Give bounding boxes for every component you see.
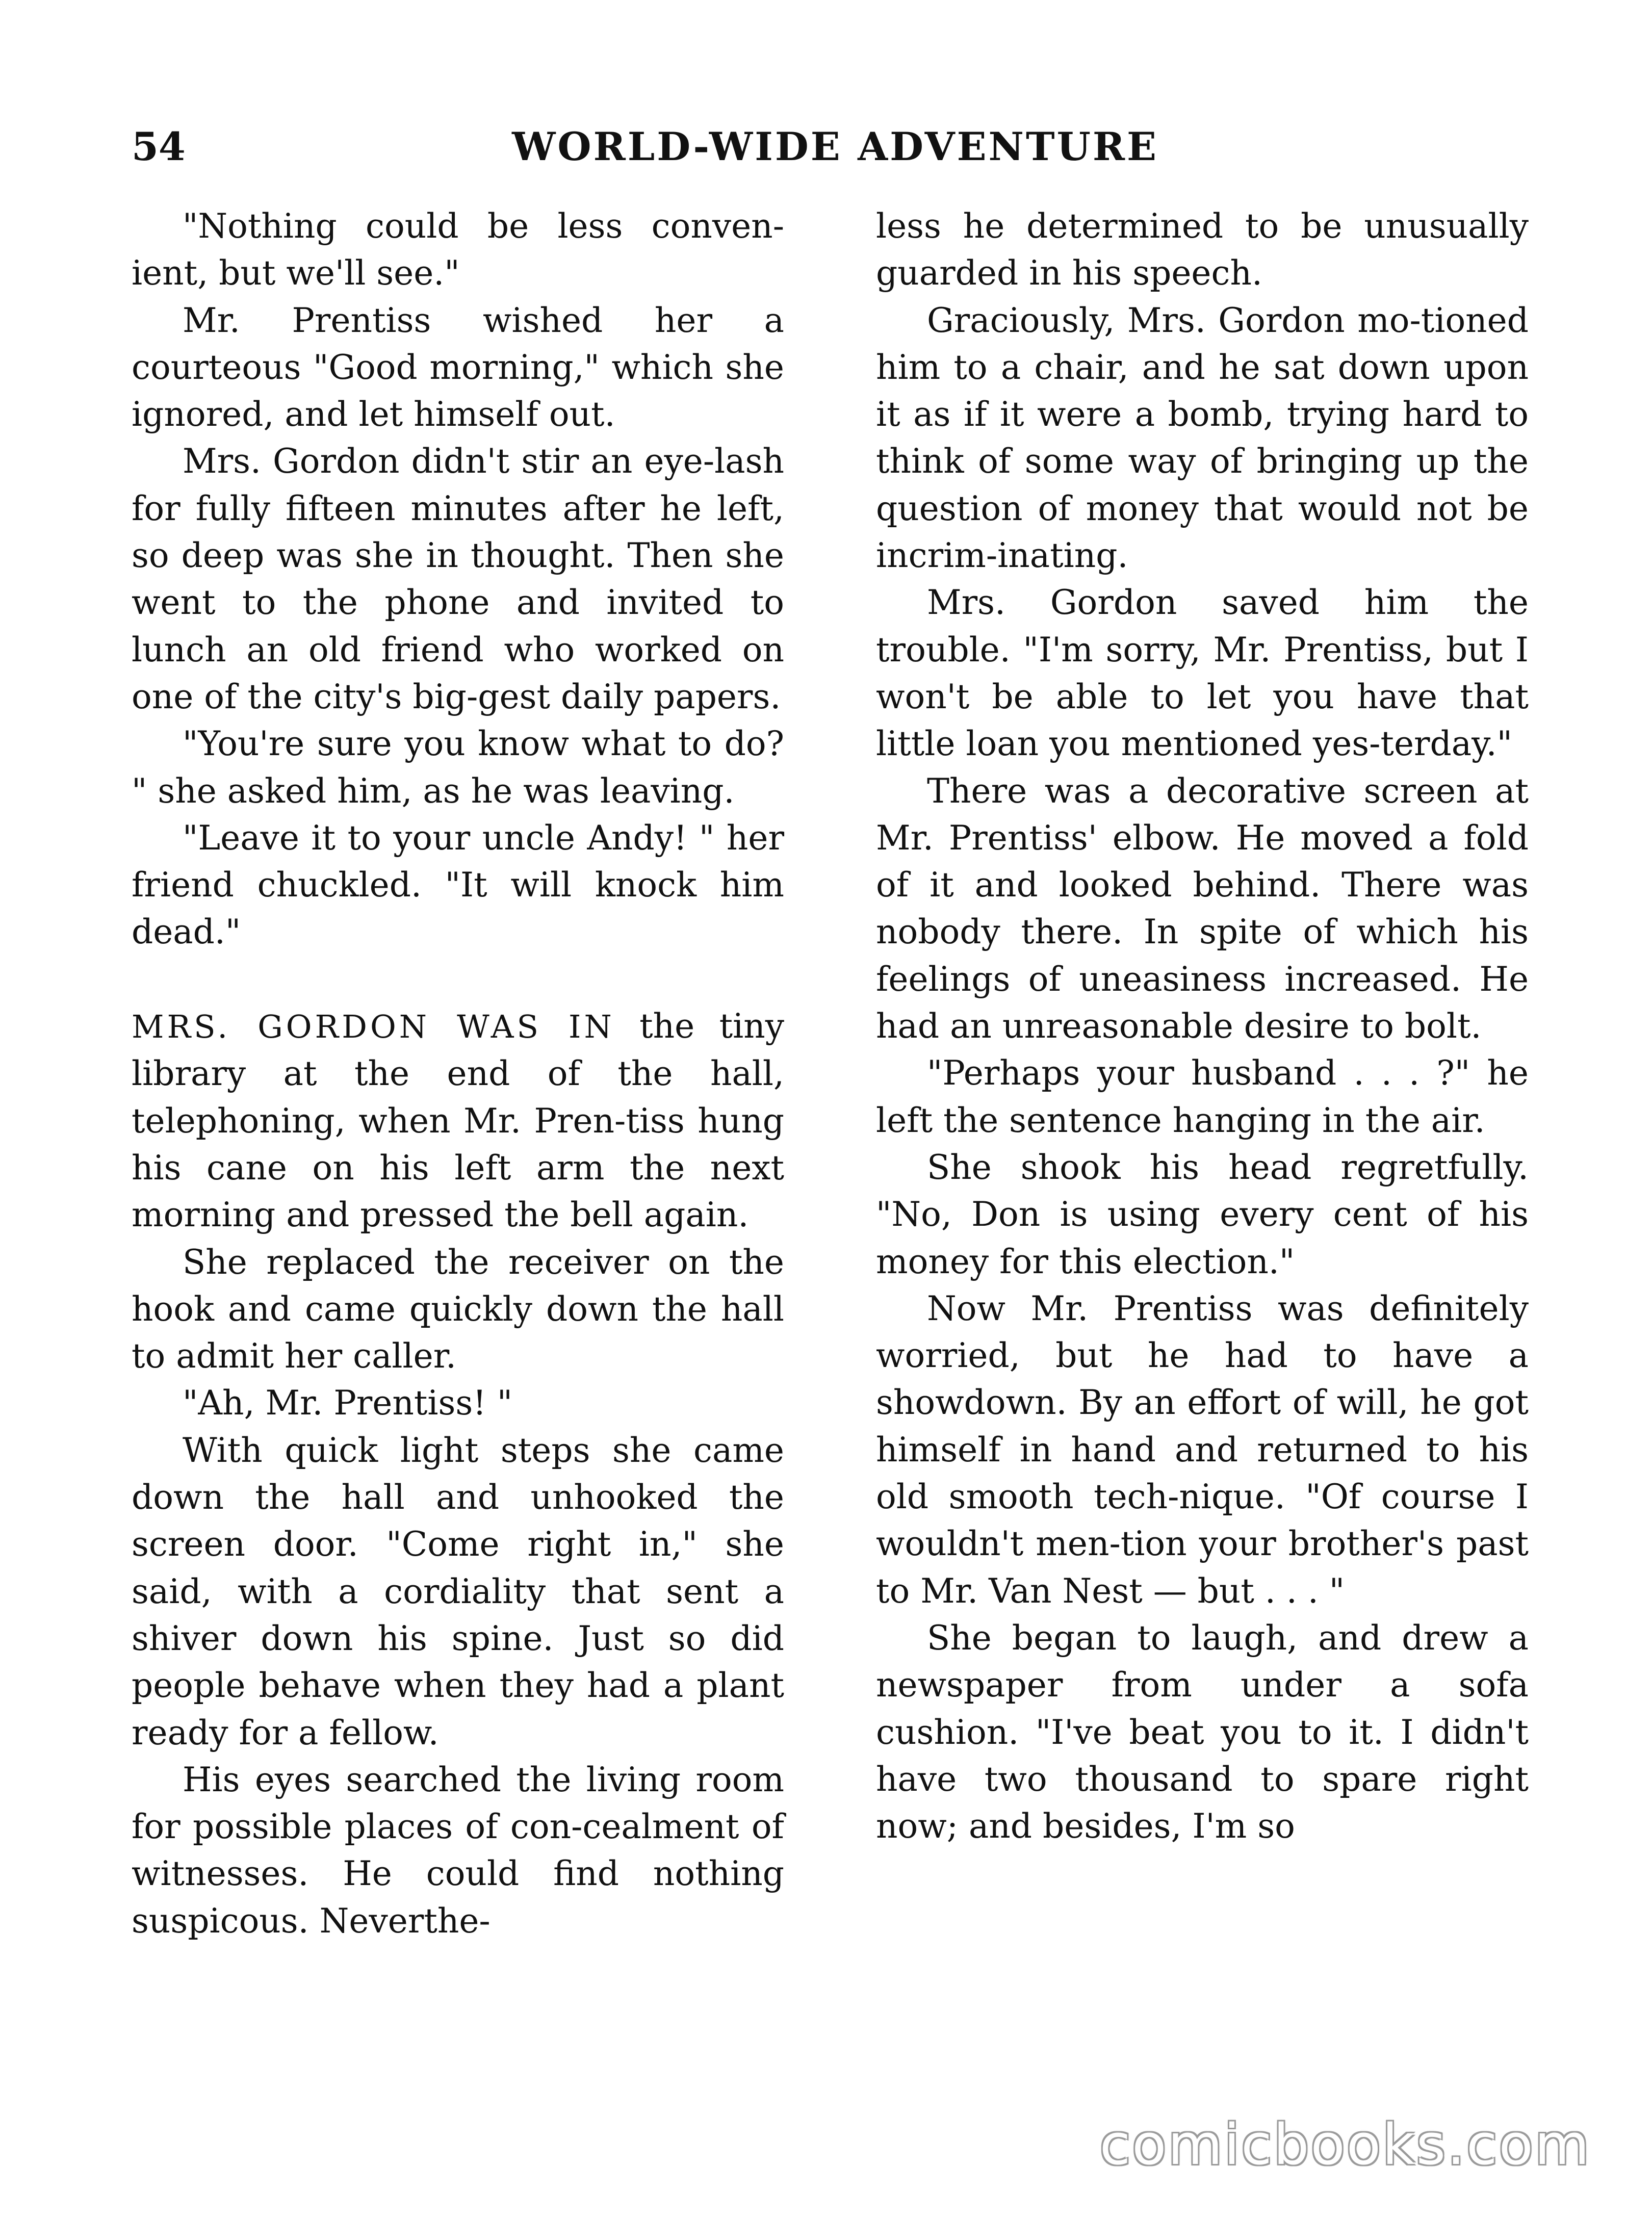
paragraph: Now Mr. Prentiss was definitely worried, but he had to have a showdown. By an effort of will, he got himself in hand and returned to his old smooth tech-nique. "Of course I wouldn't men-tion your brother's past to Mr. Van Nest — but . . . " <box>876 1288 1529 1611</box>
paragraph: She began to laugh, and drew a newspaper from under a sofa cushion. "I've beat you to it. I didn't have two thousand to spare right now; and besides, I'm so <box>876 1618 1529 1846</box>
left-column <box>132 203 784 1945</box>
paragraph: She replaced the receiver on the hook and came quickly down the hall to admit her caller. <box>132 1242 784 1376</box>
paragraph: "Ah, Mr. Prentiss! " <box>183 1383 513 1423</box>
paragraph: "You're sure you know what to do? " she asked him, as he was leaving. <box>132 724 784 811</box>
section-opening-paragraph <box>132 1003 784 1239</box>
running-title: WORLD-WIDE ADVENTURE <box>512 124 1158 169</box>
paragraph: She shook his head regretfully. "No, Don is using every cent of his money for this election." <box>876 1147 1529 1281</box>
paragraph: There was a decorative screen at Mr. Prentiss' elbow. He moved a fold of it and looked behind. There was nobody there. In spite of which his feelings of uneasiness increased. He had an unreasonable desire to bolt. <box>876 771 1529 1046</box>
page-header <box>132 116 1539 177</box>
page-number: 54 <box>132 124 186 169</box>
paragraph: "Perhaps your husband . . . ?" he left the sentence hanging in the air. <box>876 1053 1529 1140</box>
paragraph: "Nothing could be less conven-ient, but we'll see." <box>132 207 784 293</box>
continued-paragraph: less he determined to be unusually guarded in his speech. <box>876 207 1529 293</box>
paragraph: "Leave it to your uncle Andy! " her friend chuckled. "It will knock him dead." <box>132 818 784 952</box>
right-column <box>876 203 1529 1850</box>
watermark-logo: comicbooks.com <box>1099 2112 1591 2177</box>
paragraph-text: the tiny library at the end of the hall, telephoning, when Mr. Pren-tiss hung his cane on his left arm the next morning and pressed the bell again. <box>132 1007 784 1235</box>
paragraph: Mrs. Gordon didn't stir an eye-lash for fully fifteen minutes after he left, so deep was she in thought. Then she went to the phone and invited to lunch an old friend who worked on one of the city's big-gest daily papers. <box>132 442 784 716</box>
paragraph: Mr. Prentiss wished her a courteous "Good morning," which she ignored, and let himself out. <box>132 300 784 434</box>
paragraph: His eyes searched the living room for possible places of con-cealment of witnesses. He could find nothing suspicous. Neverthe- <box>132 1760 784 1941</box>
section-lead-in: MRS. GORDON WAS IN <box>132 1008 615 1046</box>
paragraph: Graciously, Mrs. Gordon mo-tioned him to a chair, and he sat down upon it as if it were a bomb, trying hard to think of some way of bringing up the question of money that would not be incrim-inating. <box>876 300 1529 576</box>
paragraph: Mrs. Gordon saved him the trouble. "I'm sorry, Mr. Prentiss, but I won't be able to let you have that little loan you mentioned yes-terday." <box>876 583 1529 764</box>
paragraph: With quick light steps she came down the hall and unhooked the screen door. "Come right in," she said, with a cordiality that sent a shiver down his spine. Just so did people behave when they had a plant ready for a fellow. <box>132 1430 784 1752</box>
